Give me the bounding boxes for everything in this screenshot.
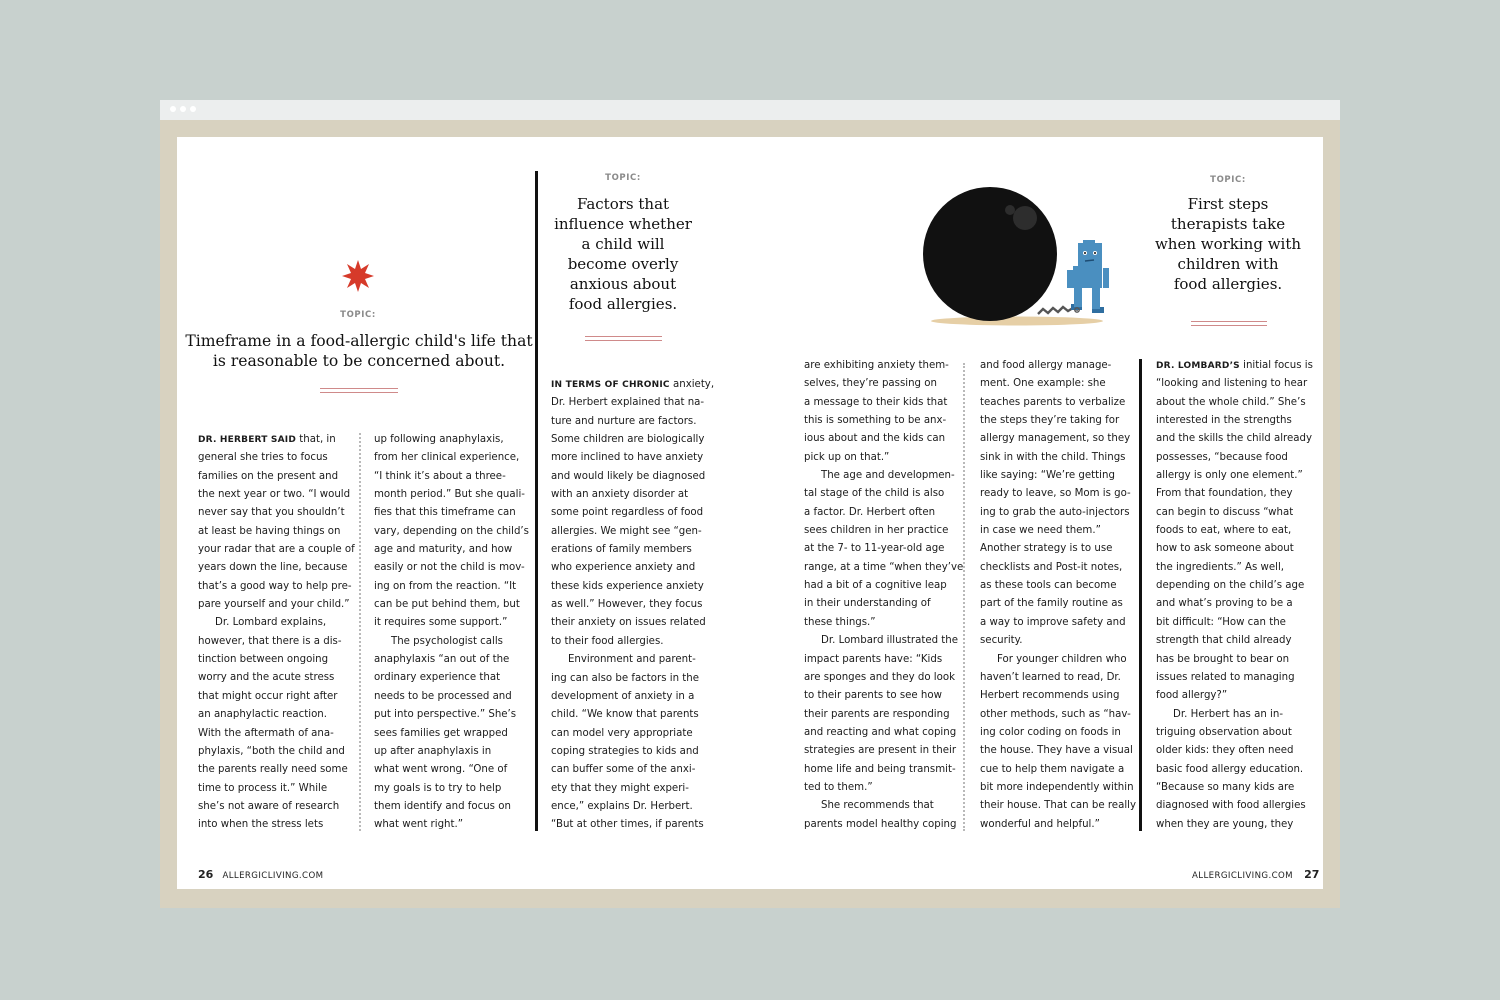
starburst-icon: [341, 259, 375, 293]
text-line: anaphylaxis “an out of the: [374, 654, 510, 666]
text-line: ment. One example: she: [980, 378, 1106, 390]
text-line: needs to be processed and: [374, 690, 512, 702]
topic-title-line: children with: [1177, 255, 1279, 273]
window-dot-icon[interactable]: [190, 106, 196, 112]
text-line: my goals is to try to help: [374, 782, 502, 794]
column-divider: [359, 433, 361, 831]
text-line: ing can also be factors in the: [551, 672, 699, 684]
text-line: time to process it.” While: [198, 782, 328, 794]
column-divider: [963, 363, 965, 831]
text-line: ence,” explains Dr. Herbert.: [551, 800, 693, 812]
text-line: an anaphylactic reaction.: [198, 709, 327, 721]
text-line: security.: [980, 635, 1023, 647]
text-line: these kids experience anxiety: [551, 580, 704, 592]
text-line: With the aftermath of ana-: [198, 727, 334, 739]
article-column: [804, 357, 963, 834]
topic-title: [1153, 194, 1303, 294]
text-line: at least be having things on: [198, 525, 341, 537]
text-line: tal stage of the child is also: [804, 488, 945, 500]
text-line: the house. They have a visual: [980, 745, 1133, 757]
text-line: Dr. Herbert has an in-: [1173, 708, 1283, 720]
text-line: the ingredients.” As well,: [1156, 561, 1285, 573]
text-line: in case we need them.”: [980, 525, 1101, 537]
text-line: part of the family routine as: [980, 598, 1123, 610]
text-line: IN TERMS OF CHRONIC anxiety,: [551, 379, 715, 390]
page-folio: [198, 868, 323, 881]
page-number: 26: [198, 868, 214, 881]
text-line: ture and nurture are factors.: [551, 415, 697, 427]
double-rule: [1191, 321, 1267, 326]
text-line: ious about and the kids can: [804, 433, 946, 445]
text-line: interested in the strengths: [1156, 415, 1292, 427]
text-line: like saying: “We’re getting: [980, 470, 1115, 482]
text-line: “Because so many kids are: [1156, 781, 1295, 793]
text-line: never say that you shouldn’t: [198, 507, 345, 519]
text-line: Some children are biologically: [551, 434, 705, 446]
lead-in: DR. LOMBARD’S: [1156, 361, 1240, 371]
text-line: ety that they might experi-: [551, 782, 689, 794]
text-line: bit difficult: “How can the: [1156, 616, 1286, 628]
text-line: Dr. Lombard explains,: [215, 617, 327, 629]
text-line: from her clinical experience,: [374, 452, 520, 464]
text-line: ted to them.”: [804, 781, 873, 793]
text-line: the steps they’re taking for: [980, 415, 1120, 427]
topic-title: [548, 194, 698, 314]
text-line: with an anxiety disorder at: [551, 489, 689, 501]
article-column: [980, 357, 1136, 834]
text-line: For younger children who: [997, 653, 1127, 665]
text-line: their house. That can be really: [980, 800, 1137, 812]
text-line: DR. LOMBARD’S initial focus is: [1156, 360, 1313, 371]
lead-in: IN TERMS OF CHRONIC: [551, 380, 670, 390]
topic-title-line: is reasonable to be concerned about.: [212, 352, 506, 370]
text-line: From that foundation, they: [1156, 488, 1293, 500]
text-line: your radar that are a couple of: [198, 544, 355, 556]
text-line: ing to grab the auto-injectors: [980, 506, 1130, 518]
text-line: sees families get wrapped: [374, 727, 508, 739]
page-number: 27: [1304, 868, 1320, 881]
text-line: them identify and focus on: [374, 800, 511, 812]
text-line: allergies. We might see “gen-: [551, 525, 702, 537]
text-line: sink in with the child. Things: [980, 451, 1126, 463]
magazine-spread: [177, 137, 1323, 889]
text-line: allergy is only one element.”: [1156, 470, 1303, 482]
text-line: food allergy?”: [1156, 690, 1228, 702]
folio-site: ALLERGICLIVING.COM: [222, 871, 324, 881]
text-line: she’s not aware of research: [198, 800, 340, 812]
text-line: put into perspective.” She’s: [374, 709, 517, 721]
text-line: phylaxis, “both the child and: [198, 745, 345, 757]
text-line: as these tools can become: [980, 580, 1117, 592]
text-line: DR. HERBERT SAID that, in: [198, 434, 336, 445]
text-line: haven’t learned to read, Dr.: [980, 671, 1121, 683]
double-rule: [585, 336, 662, 341]
text-line: in their understanding of: [804, 598, 931, 610]
text-line: depending on the child’s age: [1156, 580, 1305, 592]
double-rule: [320, 388, 398, 393]
text-line: and reacting and what coping: [804, 726, 957, 738]
text-line: The psychologist calls: [391, 635, 503, 647]
text-line: ing on from the reaction. “It: [374, 580, 517, 592]
text-line: impact parents have: “Kids: [804, 653, 943, 665]
text-line: coping strategies to kids and: [551, 745, 699, 757]
text-line: can model very appropriate: [551, 727, 693, 739]
topic-title-line: Factors that: [576, 195, 670, 213]
text-line: The age and developmen-: [821, 470, 955, 482]
column-bar: [535, 171, 538, 831]
text-line: as well.” However, they focus: [551, 599, 703, 611]
text-line: this is something to be anx-: [804, 415, 947, 427]
text-line: and would likely be diagnosed: [551, 470, 706, 482]
text-line: that might occur right after: [198, 690, 338, 702]
text-line: bit more independently within: [980, 781, 1134, 793]
text-line: who experience anxiety and: [551, 562, 696, 574]
text-line: other methods, such as “hav-: [980, 708, 1131, 720]
text-line: issues related to managing: [1156, 671, 1295, 683]
text-line: and the skills the child already: [1156, 433, 1313, 445]
text-line: strength that child already: [1156, 635, 1292, 647]
text-line: however, that there is a dis-: [198, 635, 342, 647]
text-line: range, at a time “when they’ve: [804, 561, 964, 573]
text-line: Environment and parent-: [568, 654, 696, 666]
text-line: erations of family members: [551, 544, 692, 556]
topic-title-line: Timeframe in a food-allergic child's life that: [185, 332, 533, 350]
text-line: tinction between ongoing: [198, 654, 329, 666]
text-line: general she tries to focus: [198, 452, 328, 464]
text-line: families on the present and: [198, 470, 339, 482]
text-line: can begin to discuss “what: [1156, 506, 1294, 518]
text-line: can be put behind them, but: [374, 599, 520, 611]
text-line: how to ask someone about: [1156, 543, 1294, 555]
text-line: when they are young, they: [1156, 818, 1294, 830]
article-column: [198, 431, 355, 835]
text-line: diagnosed with food allergies: [1156, 800, 1306, 812]
text-line: vary, depending on the child’s: [374, 525, 529, 537]
topic-title-line: food allergies.: [1173, 275, 1283, 293]
text-line: strategies are present in their: [804, 745, 957, 757]
text-line: “But at other times, if parents: [551, 819, 704, 831]
text-line: month period.” But she quali-: [374, 489, 525, 501]
text-line: selves, they’re passing on: [804, 378, 937, 390]
text-line: home life and being transmit-: [804, 763, 956, 775]
text-line: She recommends that: [821, 800, 934, 812]
text-line: sees children in her practice: [804, 525, 949, 537]
ball-and-chain-illustration: [917, 177, 1127, 331]
text-line: wonderful and helpful.”: [980, 818, 1100, 830]
text-line: a way to improve safety and: [980, 616, 1126, 628]
window-title-bar: [160, 100, 1340, 120]
text-line: parents model healthy coping: [804, 818, 957, 830]
column-bar: [1139, 359, 1142, 831]
text-line: has be brought to bear on: [1156, 653, 1290, 665]
text-line: to their parents to see how: [804, 690, 942, 702]
topic-title-line: food allergies.: [568, 295, 678, 313]
text-line: these things.”: [804, 616, 876, 628]
text-line: fies that this timeframe can: [374, 507, 516, 519]
text-line: basic food allergy education.: [1156, 763, 1304, 775]
text-line: and food allergy manage-: [980, 360, 1112, 371]
topic-title-line: become overly: [567, 255, 679, 273]
article-column: [551, 376, 714, 835]
text-line: some point regardless of food: [551, 507, 704, 519]
text-line: the next year or two. “I would: [198, 489, 351, 501]
text-line: to their food allergies.: [551, 635, 664, 647]
text-line: teaches parents to verbalize: [980, 396, 1126, 408]
text-line: a factor. Dr. Herbert often: [804, 506, 936, 518]
text-line: allergy management, so they: [980, 433, 1131, 445]
folio-site: ALLERGICLIVING.COM: [1192, 871, 1293, 881]
window-dot-icon[interactable]: [170, 106, 176, 112]
text-line: up after anaphylaxis in: [374, 745, 492, 757]
text-line: it requires some support.”: [374, 617, 508, 629]
text-line: Herbert recommends using: [980, 690, 1120, 702]
text-line: foods to eat, where to eat,: [1156, 525, 1292, 537]
text-line: a message to their kids that: [804, 396, 948, 408]
topic-label: TOPIC:: [340, 310, 376, 320]
text-line: are sponges and they do look: [804, 671, 955, 683]
text-line: child. “We know that parents: [551, 709, 699, 721]
topic-title-line: therapists take: [1170, 215, 1286, 233]
text-line: into when the stress lets: [198, 819, 324, 831]
topic-title: [177, 331, 541, 371]
text-line: that’s a good way to help pre-: [198, 580, 352, 592]
text-line: pare yourself and your child.”: [198, 599, 350, 611]
text-line: worry and the acute stress: [198, 672, 335, 684]
text-line: Another strategy is to use: [980, 543, 1113, 555]
window-dot-icon[interactable]: [180, 106, 186, 112]
text-line: “I think it’s about a three-: [374, 470, 506, 482]
text-line: what went wrong. “One of: [374, 764, 508, 776]
text-line: what went right.”: [374, 819, 464, 831]
article-column: [1156, 357, 1313, 834]
lead-in: DR. HERBERT SAID: [198, 435, 297, 445]
text-line: up following anaphylaxis,: [374, 434, 504, 445]
topic-title-line: when working with: [1154, 235, 1302, 253]
topic-title-line: influence whether: [554, 215, 692, 233]
text-line: ing color coding on foods in: [980, 726, 1121, 738]
text-line: at the 7- to 11-year-old age: [804, 543, 945, 555]
text-line: ordinary experience that: [374, 672, 501, 684]
text-line: easily or not the child is mov-: [374, 562, 525, 574]
topic-title-line: a child will: [581, 235, 665, 253]
text-line: older kids: they often need: [1156, 745, 1294, 757]
text-line: can buffer some of the anxi-: [551, 764, 696, 776]
text-line: are exhibiting anxiety them-: [804, 360, 949, 371]
text-line: about the whole child.” She’s: [1156, 396, 1306, 408]
text-line: and what’s proving to be a: [1156, 598, 1293, 610]
text-line: cue to help them navigate a: [980, 763, 1125, 775]
text-line: had a bit of a cognitive leap: [804, 580, 947, 592]
text-line: checklists and Post-it notes,: [980, 561, 1123, 573]
text-line: their parents are responding: [804, 708, 950, 720]
text-line: ready to leave, so Mom is go-: [980, 488, 1131, 500]
text-line: years down the line, because: [198, 562, 348, 574]
text-line: the parents really need some: [198, 764, 348, 776]
text-line: Dr. Lombard illustrated the: [821, 635, 959, 647]
page-folio: [1192, 868, 1319, 881]
topic-label: TOPIC:: [1210, 175, 1246, 185]
topic-title-line: First steps: [1187, 195, 1269, 213]
text-line: pick up on that.”: [804, 451, 890, 463]
text-line: their anxiety on issues related: [551, 617, 706, 629]
text-line: “looking and listening to hear: [1156, 378, 1308, 390]
text-line: age and maturity, and how: [374, 544, 513, 556]
text-line: possesses, “because food: [1156, 451, 1288, 463]
text-line: Dr. Herbert explained that na-: [551, 397, 705, 409]
text-line: triguing observation about: [1156, 726, 1292, 738]
text-line: development of anxiety in a: [551, 690, 695, 702]
topic-label: TOPIC:: [605, 173, 641, 183]
topic-title-line: anxious about: [569, 275, 677, 293]
text-line: more inclined to have anxiety: [551, 452, 704, 464]
article-column: [374, 431, 529, 835]
